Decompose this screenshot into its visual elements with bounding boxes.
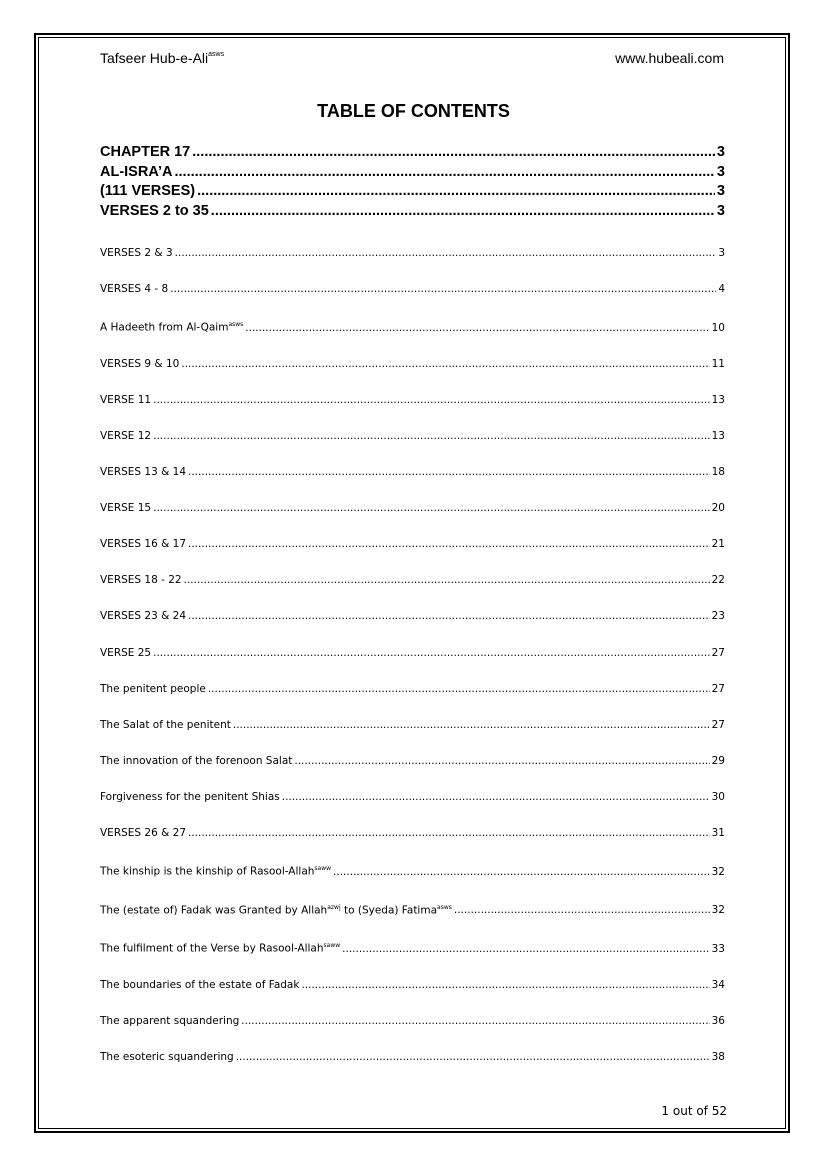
toc-page-number: 3 bbox=[716, 202, 725, 219]
toc-title: TABLE OF CONTENTS bbox=[317, 101, 510, 121]
toc-page-number: 18 bbox=[711, 466, 725, 479]
toc-entry[interactable] bbox=[100, 490, 725, 526]
toc-page-number: 34 bbox=[711, 978, 725, 991]
toc-page-number: 3 bbox=[716, 163, 725, 180]
toc-leader bbox=[153, 490, 710, 526]
toc-entry-text: VERSES 2 & 3 bbox=[100, 247, 173, 259]
toc-leader bbox=[175, 163, 715, 183]
header-title-text: Tafseer Hub-e-Ali bbox=[100, 50, 209, 66]
toc-page-number: 10 bbox=[711, 321, 725, 334]
toc-leader bbox=[233, 707, 710, 743]
honorific-sup: asws bbox=[437, 903, 452, 911]
toc-entry-text: VERSES 26 & 27 bbox=[100, 827, 186, 839]
toc-entry-text: VERSES 2 to 35 bbox=[100, 202, 209, 219]
toc-entry-text: Forgiveness for the penitent Shias bbox=[100, 790, 280, 803]
toc-entry-text: VERSES 13 & 14 bbox=[100, 466, 186, 479]
toc-leader bbox=[184, 562, 710, 598]
toc-entry[interactable] bbox=[100, 346, 725, 382]
toc-entry[interactable] bbox=[100, 418, 725, 454]
toc-entry[interactable] bbox=[100, 890, 725, 929]
toc-page-number: 32 bbox=[711, 904, 725, 917]
toc-entry-text: The innovation of the forenoon Salat bbox=[100, 754, 293, 767]
toc-major-entry[interactable] bbox=[100, 163, 725, 183]
toc-entry[interactable] bbox=[100, 928, 725, 967]
toc-leader bbox=[208, 671, 710, 707]
toc-entry-text: VERSES 18 - 22 bbox=[100, 574, 182, 587]
toc-page-number: 3 bbox=[716, 183, 725, 199]
toc-page-number: 38 bbox=[711, 1051, 725, 1064]
toc-leader bbox=[197, 182, 715, 202]
toc-leader bbox=[211, 202, 715, 222]
toc-leader bbox=[153, 382, 710, 418]
toc-leader bbox=[170, 271, 716, 307]
toc-entry-text: VERSES 23 & 24 bbox=[100, 610, 186, 623]
honorific-sup: saww bbox=[314, 865, 332, 873]
toc-entry-text: VERSES 16 & 17 bbox=[100, 538, 186, 551]
toc-page-number: 20 bbox=[711, 502, 725, 515]
toc-minor-list bbox=[100, 235, 725, 1075]
toc-entry-text: VERSE 15 bbox=[100, 502, 152, 515]
toc-entry-text bbox=[100, 307, 243, 346]
toc-entry-text: VERSE 11 bbox=[100, 393, 152, 406]
header-url: www.hubeali.com bbox=[615, 50, 724, 66]
toc-major-entry[interactable] bbox=[100, 143, 725, 163]
toc-leader bbox=[333, 854, 710, 890]
toc-leader bbox=[188, 598, 710, 634]
toc-major-list bbox=[100, 143, 725, 221]
honorific-sup: saww bbox=[323, 942, 341, 950]
toc-leader bbox=[188, 815, 710, 851]
toc-entry-text bbox=[100, 851, 331, 890]
toc-entry-text: The boundaries of the estate of Fadak bbox=[100, 978, 300, 991]
toc-leader bbox=[454, 892, 710, 928]
toc-leader bbox=[192, 143, 715, 163]
toc-entry[interactable] bbox=[100, 271, 725, 307]
toc-entry-label: The kinship is the kinship of Rasool-Allah bbox=[100, 865, 315, 878]
toc-page-number: 33 bbox=[711, 942, 725, 955]
toc-leader bbox=[245, 310, 709, 346]
toc-entry[interactable] bbox=[100, 526, 725, 562]
toc-entry[interactable] bbox=[100, 307, 725, 346]
honorific-sup: asws bbox=[228, 321, 244, 329]
toc-entry[interactable] bbox=[100, 1003, 725, 1039]
header-title bbox=[100, 50, 224, 66]
toc-entry[interactable] bbox=[100, 1039, 725, 1075]
toc-entry[interactable] bbox=[100, 967, 725, 1003]
toc-entry[interactable] bbox=[100, 382, 725, 418]
toc-entry[interactable] bbox=[100, 707, 725, 743]
toc-major-entry[interactable] bbox=[100, 182, 725, 202]
toc-entry-text: VERSE 12 bbox=[100, 429, 152, 442]
toc-leader bbox=[181, 346, 709, 382]
toc-entry-label: The (estate of) Fadak was Granted by Allah bbox=[100, 904, 328, 917]
toc-entry[interactable] bbox=[100, 635, 725, 671]
toc-entry-text bbox=[100, 928, 340, 967]
toc-page-number: 27 bbox=[711, 718, 725, 731]
toc-entry-text: (111 VERSES) bbox=[100, 183, 196, 199]
toc-page-number: 30 bbox=[711, 790, 725, 803]
toc-entry[interactable] bbox=[100, 598, 725, 634]
toc-leader bbox=[153, 418, 710, 454]
toc-leader bbox=[282, 779, 710, 815]
toc-entry-text: CHAPTER 17 bbox=[100, 144, 191, 160]
toc-leader bbox=[188, 526, 710, 562]
toc-page-number: 4 bbox=[718, 283, 725, 296]
toc-leader bbox=[188, 454, 710, 490]
honorific-sup: azwj bbox=[327, 903, 341, 911]
toc-page-number: 23 bbox=[711, 610, 725, 623]
header-title-sup: asws bbox=[208, 51, 225, 59]
toc-leader bbox=[301, 967, 709, 1003]
toc-entry[interactable] bbox=[100, 743, 725, 779]
toc-entry-label-cont: to (Syeda) Fatima bbox=[340, 904, 438, 917]
toc-entry-text: The apparent squandering bbox=[100, 1014, 240, 1027]
toc-entry-text: VERSES 4 - 8 bbox=[100, 283, 169, 296]
toc-entry[interactable] bbox=[100, 851, 725, 890]
page-counter: 1 out of 52 bbox=[661, 1104, 727, 1118]
toc-entry-text: VERSE 25 bbox=[100, 646, 152, 659]
toc-entry-text: The penitent people bbox=[100, 682, 206, 695]
toc-page-number: 36 bbox=[711, 1014, 725, 1027]
toc-page-number: 3 bbox=[716, 144, 725, 160]
toc-entry-text: VERSES 9 & 10 bbox=[100, 357, 180, 370]
toc-page-number: 31 bbox=[711, 827, 725, 839]
toc-leader bbox=[342, 931, 709, 967]
toc-page-number: 29 bbox=[711, 754, 725, 767]
toc-page-number: 27 bbox=[711, 646, 725, 659]
toc-page-number: 13 bbox=[711, 393, 725, 406]
toc-entry-text: AL-ISRA’A bbox=[100, 163, 173, 180]
toc-entry[interactable] bbox=[100, 562, 725, 598]
toc-leader bbox=[294, 743, 709, 779]
toc-leader bbox=[153, 635, 710, 671]
toc-page-number: 13 bbox=[711, 429, 725, 442]
toc-entry[interactable] bbox=[100, 779, 725, 815]
toc-major-entry[interactable] bbox=[100, 202, 725, 222]
toc-page-number: 32 bbox=[711, 865, 725, 878]
toc-entry[interactable] bbox=[100, 671, 725, 707]
toc-entry[interactable] bbox=[100, 235, 725, 271]
toc-page-number: 22 bbox=[711, 574, 725, 587]
toc-entry[interactable] bbox=[100, 454, 725, 490]
toc-entry-label: The fulfilment of the Verse by Rasool-Allah bbox=[100, 942, 324, 955]
toc-page-number: 11 bbox=[711, 357, 725, 370]
toc-leader bbox=[241, 1003, 709, 1039]
toc-entry-text: The esoteric squandering bbox=[100, 1051, 234, 1064]
toc-leader bbox=[175, 235, 717, 271]
toc-leader bbox=[236, 1039, 710, 1075]
toc-page-number: 3 bbox=[718, 247, 725, 259]
toc-entry-label: A Hadeeth from Al-Qaim bbox=[100, 321, 229, 334]
toc-page-number: 27 bbox=[711, 682, 725, 695]
toc-entry[interactable] bbox=[100, 815, 725, 851]
toc-entry-text bbox=[100, 890, 452, 929]
toc-entry-text: The Salat of the penitent bbox=[100, 718, 231, 731]
toc-page-number: 21 bbox=[711, 538, 725, 551]
